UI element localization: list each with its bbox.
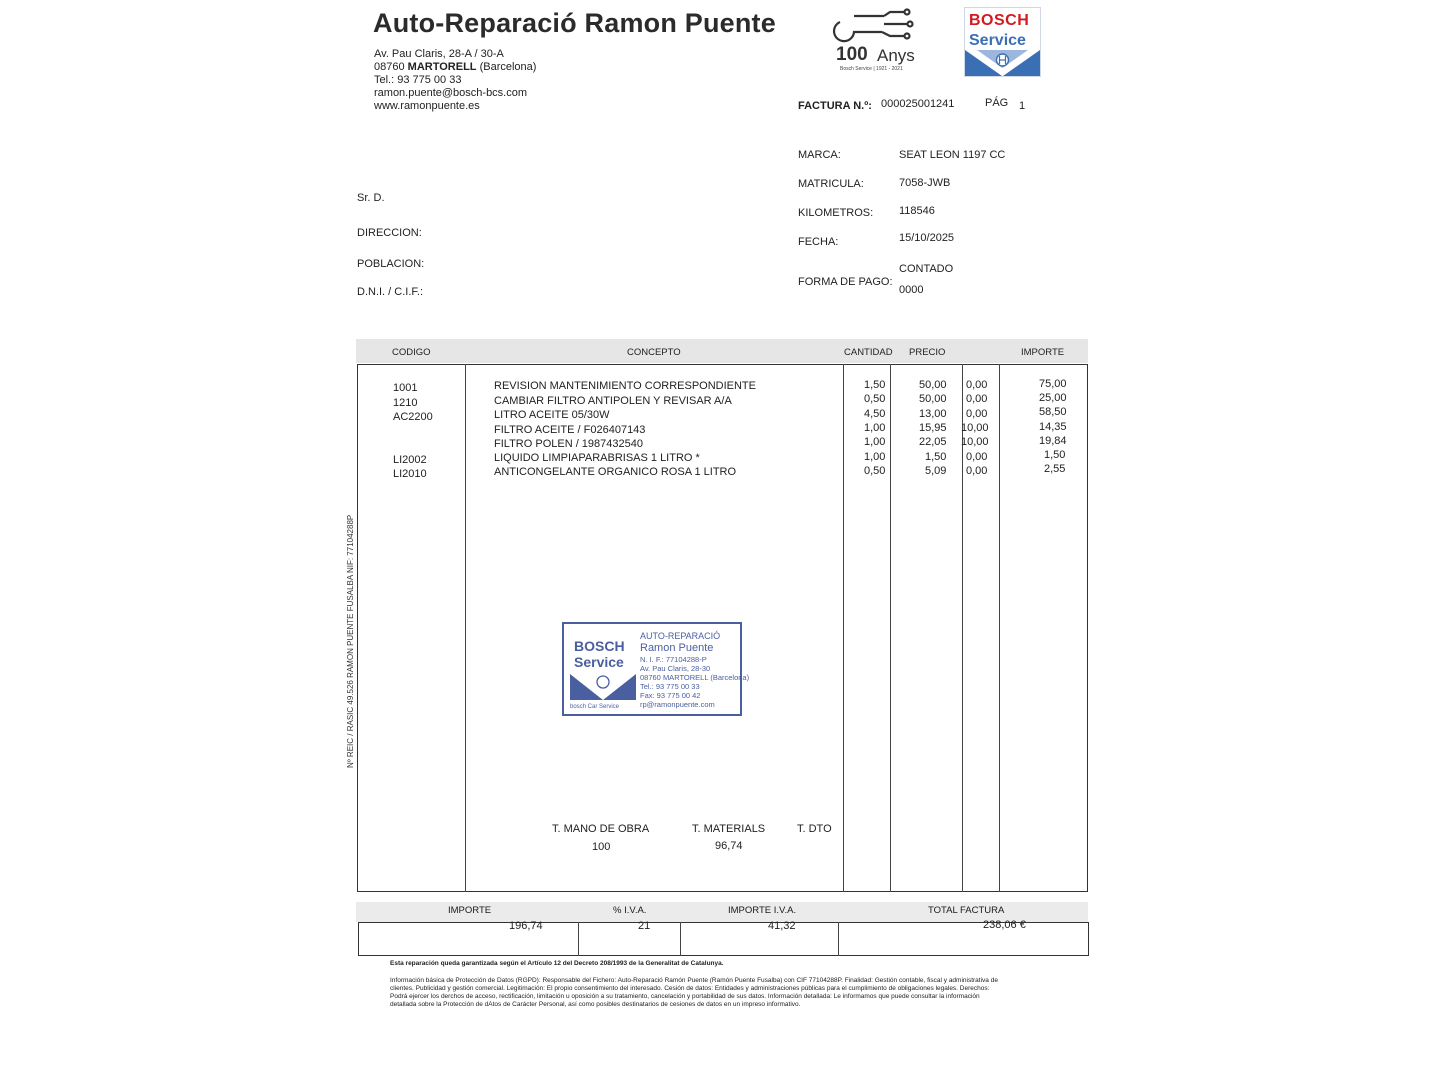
cell-cantidad: 1,00 [864,451,886,463]
cell-cantidad: 1,00 [864,436,886,448]
cell-codigo: 1210 [393,397,418,409]
cell-dto: 10,00 [961,436,989,448]
totals-table [358,922,1089,956]
cell-importe: 2,55 [1044,463,1066,475]
mano-obra-value: 100 [592,841,611,853]
cell-codigo: LI2010 [393,468,427,480]
rgpd-line: clientes. Publicidad y gestión comercial. Legitimación: El propio consentimiento del interesado. Cesión de datos: Entidades y administraciones públicas para el cumplimiento de obligaciones legales. Derechos: [390,985,990,992]
cell-precio: 5,09 [925,465,947,477]
cell-concepto: FILTRO ACEITE / F026407143 [494,424,646,436]
th-cantidad: CANTIDAD [844,347,893,358]
cell-dto: 0,00 [966,393,988,405]
cell-codigo: LI2002 [393,454,427,466]
pago-value: CONTADO [899,263,954,275]
cell-concepto: CAMBIAR FILTRO ANTIPOLEN Y REVISAR A/A [494,395,732,407]
col-divider [838,922,839,956]
km-value: 118546 [899,205,935,217]
marca-label: MARCA: [798,149,841,161]
th-importe: IMPORTE [1021,347,1065,358]
guarantee-text: Esta reparación queda garantizada según el Artículo 12 del Decreto 208/1993 de la Generalitat de Catalunya. [390,960,724,967]
stamp-armature-icon [570,670,636,700]
page-number: 1 [1019,100,1026,112]
materials-value: 96,74 [715,840,743,852]
company-address: Av. Pau Claris, 28-A / 30-A [374,48,504,60]
cell-cantidad: 0,50 [864,393,886,405]
cell-cantidad: 1,00 [864,422,886,434]
company-email: ramon.puente@bosch-bcs.com [374,87,528,99]
stamp-brand-service: Service [574,654,624,670]
stamp-line: AUTO-REPARACIÓ [640,631,721,641]
col-divider [680,922,681,956]
pago-label: FORMA DE PAGO: [798,276,893,288]
col-divider [465,364,466,892]
stamp-brand-bosch: BOSCH [574,638,625,654]
fecha-label: FECHA: [798,236,839,248]
cell-codigo: AC2200 [393,411,433,423]
cell-codigo: 1001 [393,382,418,394]
company-postal: 08760 [374,61,405,73]
cell-concepto: REVISION MANTENIMIENTO CORRESPONDIENTE [494,380,756,392]
th-precio: PRECIO [909,347,946,358]
totals-importe-iva-label: IMPORTE I.V.A. [728,905,797,916]
stamp-foot: bosch Car Service [570,704,620,710]
cell-precio: 1,50 [925,451,947,463]
table-header-bar [356,339,1088,363]
dto-label: T. DTO [797,823,832,835]
cell-importe: 14,35 [1039,421,1067,433]
cell-precio: 50,00 [919,393,947,405]
fecha-value: 15/10/2025 [899,232,955,244]
cell-precio: 50,00 [919,379,947,391]
stamp-line: Tel.: 93 775 00 33 [640,682,700,691]
rgpd-line: Podrá ejercer los derchos de acceso, rectificación, limitación u oposición a su tratamiento, cancelación y portabilidad de sus datos. Información detallada: Le informamos que puede consultar la información [390,993,980,1000]
side-registration-text: Nº REIC / RASIC 49.526 RAMON PUENTE FUSALBA NIF: 77104288P [346,514,355,768]
cell-importe: 58,50 [1039,406,1067,418]
cell-dto: 0,00 [966,379,988,391]
totals-total-value: 238,06 € [983,919,1026,931]
cell-concepto: LIQUIDO LIMPIAPARABRISAS 1 LITRO * [494,452,700,464]
poblacion-label: POBLACION: [357,258,425,270]
totals-iva-value: 21 [638,920,651,932]
cell-precio: 15,95 [919,422,947,434]
company-city: MARTORELL [407,61,477,73]
totals-importe-label: IMPORTE [448,905,492,916]
cell-cantidad: 4,50 [864,408,886,420]
stamp-line: Ramon Puente [640,642,714,654]
anys-word: Anys [877,46,915,65]
sr-label: Sr. D. [357,192,385,204]
cell-concepto: LITRO ACEITE 05/30W [494,409,610,421]
stamp-line: 08760 MARTORELL (Barcelona) [640,673,750,682]
service-logo-word: Service [969,32,1026,49]
pago-code: 0000 [899,284,924,296]
materials-label: T. MATERIALS [692,823,766,835]
bosch-armature-icon [965,50,1040,76]
th-codigo: CODIGO [392,347,431,358]
totals-iva-label: % I.V.A. [613,905,647,916]
stamp-line: Fax: 93 775 00 42 [640,691,701,700]
cell-cantidad: 0,50 [864,465,886,477]
totals-importe-iva-value: 41,32 [768,920,796,932]
company-stamp [562,622,750,716]
marca-value: SEAT LEON 1197 CC [899,149,1006,161]
cell-concepto: ANTICONGELANTE ORGANICO ROSA 1 LITRO [494,466,737,478]
dni-label: D.N.I. / C.I.F.: [357,286,424,298]
direccion-label: DIRECCION: [357,227,422,239]
anys-number: 100 [836,44,868,65]
company-city-line [374,61,536,73]
cell-importe: 75,00 [1039,378,1067,390]
cell-cantidad: 1,50 [864,379,886,391]
totals-importe-value: 196,74 [509,920,543,932]
matricula-label: MATRICULA: [798,178,864,190]
company-region: (Barcelona) [479,61,537,73]
col-divider [890,364,891,892]
company-phone: Tel.: 93 775 00 33 [374,74,462,86]
stamp-line: Av. Pau Claris, 28-30 [640,664,711,673]
col-divider [578,922,579,956]
cell-precio: 22,05 [919,436,947,448]
rgpd-line: Información básica de Protección de Datos (RGPD): Responsable del Fichero: Auto-Reparació Ramón Puente (Ramón Puente Fusalba) con CIF 77104288P. Finalidad: Gestión contable, fiscal y administrativa de [390,977,998,984]
company-name: Auto-Reparació Ramon Puente [373,8,776,38]
km-label: KILOMETROS: [798,207,874,219]
cell-importe: 19,84 [1039,435,1067,447]
col-divider [999,364,1000,892]
totals-total-label: TOTAL FACTURA [928,905,1005,916]
cell-precio: 13,00 [919,408,947,420]
bosch-logo-word: BOSCH [969,12,1030,29]
rgpd-line: detallada sobre la Protección de dAtos de Carácter Personal, así como posibles destinatarios de cesiones de datos en un impreso informativo. [390,1001,801,1008]
cell-dto: 0,00 [966,408,988,420]
mano-obra-label: T. MANO DE OBRA [552,823,650,835]
cell-dto: 0,00 [966,465,988,477]
matricula-value: 7058-JWB [899,177,951,189]
cell-dto: 0,00 [966,451,988,463]
col-divider [843,364,844,892]
cell-importe: 1,50 [1044,449,1066,461]
cell-importe: 25,00 [1039,392,1067,404]
anys-subtitle: Bosch Service | 1921 - 2021 [840,66,903,72]
th-concepto: CONCEPTO [627,347,681,358]
cell-dto: 10,00 [961,422,989,434]
bosch-service-logo [964,7,1041,77]
cell-concepto: FILTRO POLEN / 1987432540 [494,438,643,450]
invoice-number-label: FACTURA N.º: [798,100,872,112]
page-label: PÁG [985,97,1009,109]
company-web: www.ramonpuente.es [374,100,480,112]
stamp-line: N. I. F.: 77104288-P [640,655,707,664]
stamp-line: rp@ramonpuente.com [640,700,715,709]
invoice-number: 000025001241 [881,98,955,110]
